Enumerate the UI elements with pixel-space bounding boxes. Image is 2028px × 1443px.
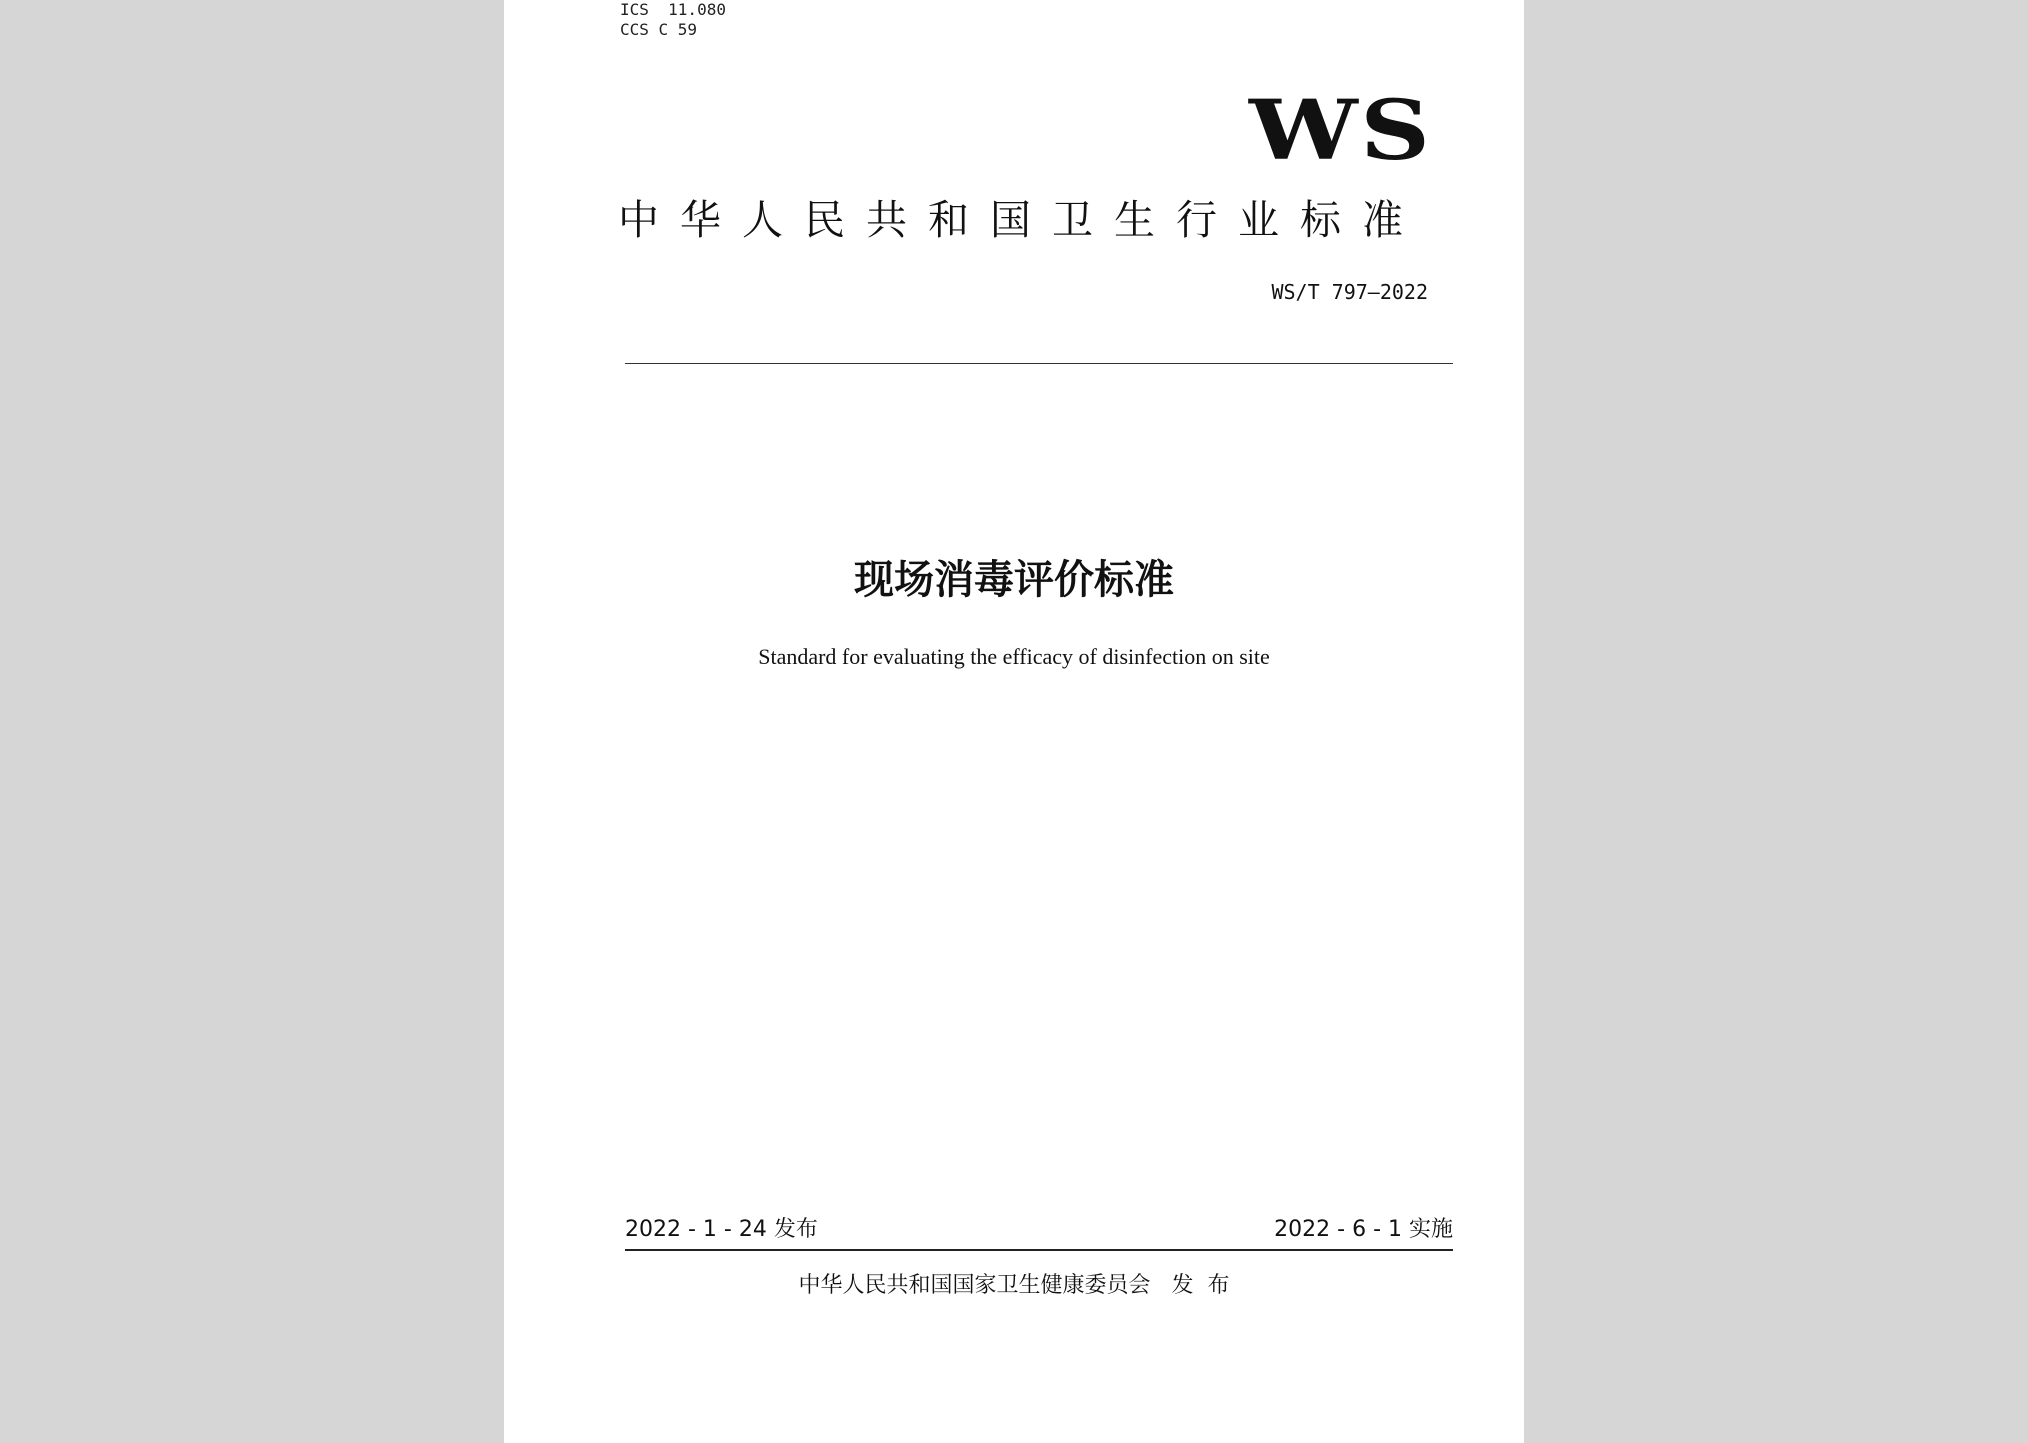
industry-standard-title: 中华人民共和国卫生行业标准 — [618, 196, 1424, 244]
document-title-chinese: 现场消毒评价标准 — [854, 557, 1174, 603]
ics-code: ICS 11.080 — [620, 0, 726, 19]
implementation-date: 2022 - 6 - 1 实施 — [1274, 1217, 1453, 1242]
header-divider — [625, 363, 1453, 364]
publisher: 中华人民共和国国家卫生健康委员会 发 布 — [798, 1273, 1230, 1298]
standard-number: WS/T 797—2022 — [1271, 280, 1428, 304]
issue-date: 2022 - 1 - 24 发布 — [625, 1217, 818, 1242]
footer-divider — [625, 1249, 1453, 1251]
ccs-code: CCS C 59 — [620, 20, 698, 39]
document-page — [504, 0, 1524, 1443]
classification-codes — [620, 0, 726, 40]
document-title-english: Standard for evaluating the efficacy of disinfection on site — [758, 644, 1270, 669]
ws-logo: WS — [1248, 83, 1432, 179]
